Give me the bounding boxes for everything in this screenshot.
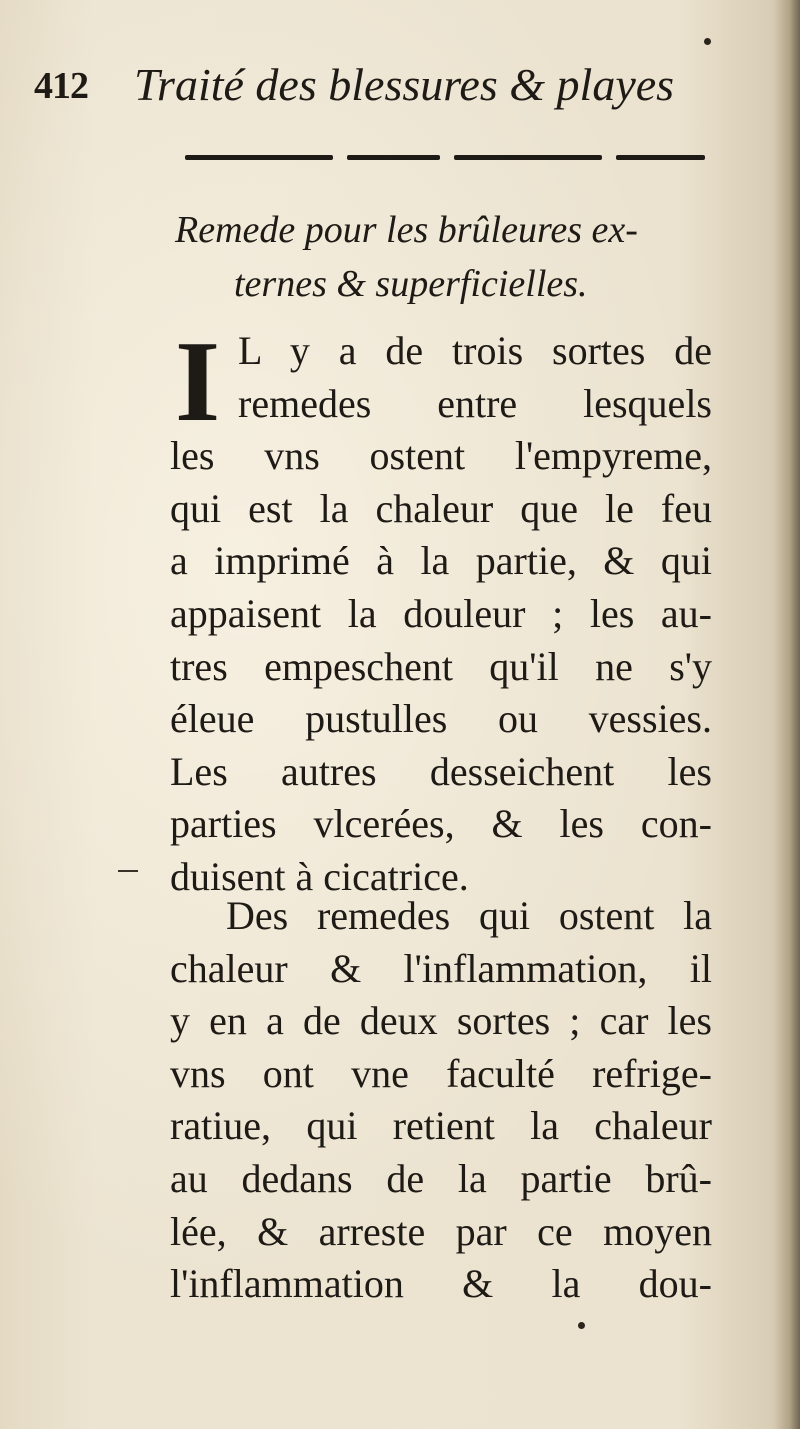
margin-mark <box>118 870 138 872</box>
running-head-title: Traité des blessures & playes <box>134 59 675 110</box>
text-line: y en a de deux sortes ; car les <box>170 998 712 1044</box>
ink-speck <box>704 38 711 45</box>
text-line: Des remedes qui ostent la <box>226 893 712 938</box>
text-line: parties vlcerées, & les con- <box>170 801 712 847</box>
text-line: a imprimé à la partie, & qui <box>170 538 712 584</box>
rule-segment <box>454 155 602 160</box>
text-line: qui est la chaleur que le feu <box>170 485 712 531</box>
ornamental-rule <box>185 155 705 161</box>
rule-segment <box>347 155 441 160</box>
text-line: vns ont vne faculté refrige- <box>170 1050 712 1096</box>
paragraph-2 <box>170 890 712 1311</box>
text-line: éleue pustulles ou vessies. <box>170 696 712 742</box>
text-line: chaleur & l'inflammation, il <box>170 945 712 991</box>
text-line: duisent à cicatrice. <box>170 853 469 899</box>
text-line: L y a de trois sortes de <box>238 328 712 373</box>
ink-speck <box>578 1322 585 1329</box>
drop-cap: I <box>175 318 221 446</box>
text-line: lée, & arreste par ce moyen <box>170 1208 712 1254</box>
text-line: Les autres desseichent les <box>170 748 712 794</box>
text-line: au dedans de la partie brû- <box>170 1155 712 1201</box>
text-line: l'inflammation & la dou- <box>170 1261 712 1307</box>
text-line: les vns ostent l'empyreme, <box>170 433 712 479</box>
section-heading-line-2: ternes & superficielles. <box>234 263 588 305</box>
rule-segment <box>616 155 705 160</box>
text-line: tres empeschent qu'il ne s'y <box>170 643 712 689</box>
running-head <box>34 58 734 118</box>
rule-segment <box>185 155 333 160</box>
text-line: remedes entre lesquels <box>238 380 712 426</box>
text-line: appaisent la douleur ; les au- <box>170 590 712 636</box>
page-edge-shadow <box>774 0 800 1429</box>
section-heading-line-1: Remede pour les brûleures ex- <box>175 209 638 251</box>
page-number: 412 <box>34 65 88 107</box>
paragraph-1 <box>170 318 712 904</box>
text-line: ratiue, qui retient la chaleur <box>170 1103 712 1149</box>
